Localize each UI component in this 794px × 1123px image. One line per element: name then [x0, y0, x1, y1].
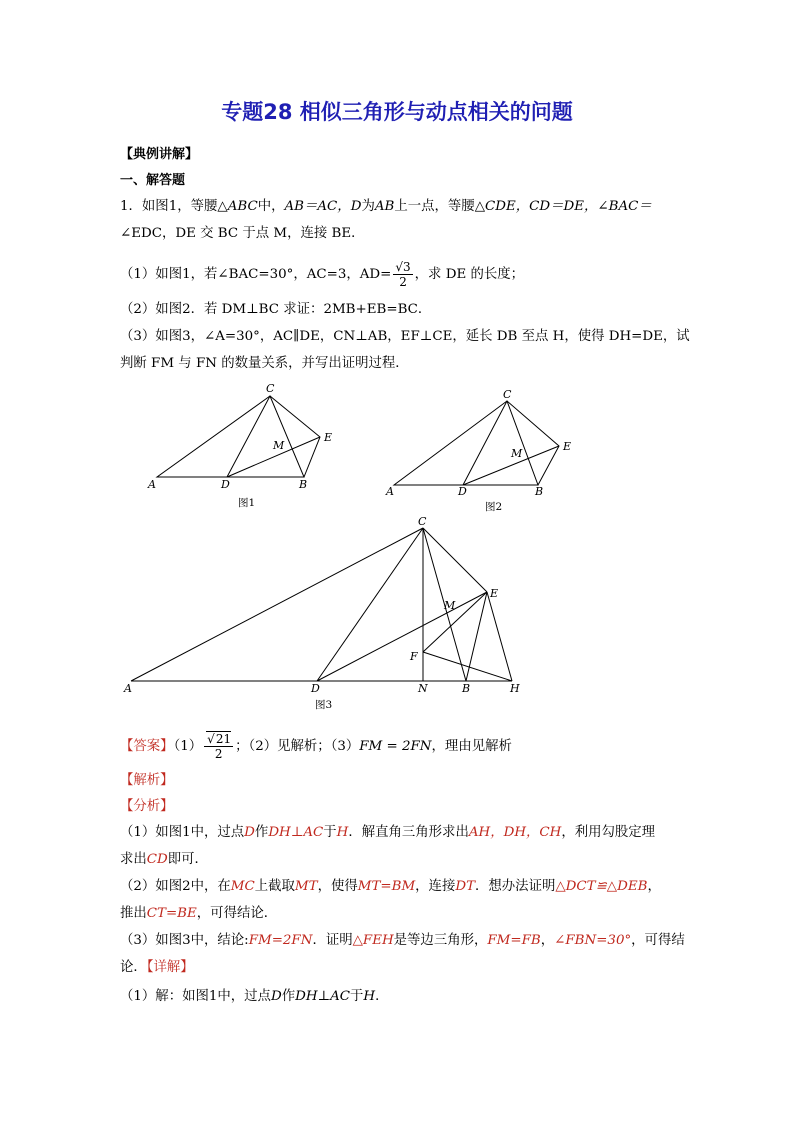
text: ，求 DE 的长度； [414, 267, 525, 282]
fraction [204, 732, 233, 761]
text: 于 [350, 989, 364, 1004]
label-D: D [311, 682, 320, 695]
numerator [204, 732, 233, 747]
label-E: E [324, 431, 333, 444]
text: AB [374, 199, 395, 214]
analysis-label: 【解析】 [120, 773, 174, 788]
text: 求出 [120, 852, 147, 867]
sqrt-icon: √ [207, 732, 215, 746]
answer-line [120, 732, 512, 761]
text: AB＝AC，D [284, 199, 362, 214]
text: ，连接 [415, 879, 456, 894]
text: （1） [173, 739, 203, 754]
figure-1-caption: 图1 [238, 497, 256, 509]
text: ， [647, 879, 661, 894]
label-D: D [221, 478, 230, 491]
text: ，利用勾股定理 [561, 825, 656, 840]
text: △CDE，CD＝DE，∠BAC＝ [474, 199, 652, 214]
text: MC [230, 879, 255, 894]
text: ，可得结 [631, 933, 685, 948]
text: H [336, 825, 349, 840]
analysis-3-line-2 [120, 959, 194, 977]
text: DH⊥AC [295, 989, 351, 1004]
denominator: 2 [399, 275, 407, 289]
label-M: M [444, 599, 456, 612]
text: DT [455, 879, 476, 894]
fraction [393, 260, 412, 289]
text: FM=FB [487, 933, 541, 948]
text: 推出 [120, 906, 147, 921]
problem-line-1 [120, 198, 652, 216]
label-E: E [490, 587, 499, 600]
problem-line-2: ∠EDC，DE 交 BC 于点 M，连接 BE． [120, 226, 365, 241]
text: ．证明 [312, 933, 353, 948]
text: ，可得结论． [196, 906, 278, 921]
question-3-line-1: （3）如图3，∠A=30°，AC∥DE，CN⊥AB，EF⊥CE，延长 DB 至点 H，使得 DH=DE，试 [120, 329, 690, 344]
text: 作 [254, 825, 269, 840]
text: ． [375, 989, 389, 1004]
text: ．解直角三角形求出 [348, 825, 469, 840]
denominator: 2 [214, 747, 223, 761]
label-C: C [503, 388, 512, 401]
radicand: 21 [215, 732, 232, 746]
analysis-1-line-2 [120, 851, 208, 869]
label-N: N [418, 682, 428, 695]
text: DH⊥AC [268, 825, 324, 840]
label-C: C [418, 515, 427, 528]
analysis-3-line-1 [120, 932, 685, 950]
label-H: H [510, 682, 520, 695]
label-A: A [124, 682, 132, 695]
text: 为 [361, 199, 375, 214]
figure-2-caption: 图2 [485, 501, 503, 513]
text: △FEH [352, 933, 394, 948]
text: MT=BM [357, 879, 416, 894]
label-B: B [462, 682, 471, 695]
text: （2）如图2中，在 [120, 879, 231, 894]
text: （1）解：如图1中，过点 [120, 989, 271, 1004]
text: 中， [257, 199, 285, 214]
text: 作 [281, 989, 296, 1004]
figure-1 [157, 396, 320, 477]
text: ∠FBN=30° [554, 933, 632, 948]
figure-2-labels [385, 388, 571, 513]
text: （3）如图3中，结论: [120, 933, 249, 948]
text: 即可． [167, 852, 208, 867]
text: AH，DH，CH [468, 825, 562, 840]
question-3-line-2: 判断 FM 与 FN 的数量关系，并写出证明过程． [120, 356, 409, 371]
analysis-2-line-1 [120, 878, 661, 896]
text: 上截取 [254, 879, 295, 894]
label-A: A [148, 478, 156, 491]
label-M: M [273, 439, 285, 452]
label-B: B [299, 478, 308, 491]
label-A: A [386, 485, 394, 498]
text: ， [540, 933, 555, 948]
geometry-figures [0, 380, 794, 720]
text: D [244, 825, 255, 840]
label-F: F [410, 650, 418, 663]
label-M: M [511, 447, 523, 460]
page-title: 专题28 相似三角形与动点相关的问题 [221, 100, 573, 124]
text: 上一点，等腰 [394, 199, 475, 214]
answer-label: 【答案】 [120, 739, 174, 754]
analysis-1-line-1 [120, 824, 655, 842]
text: ．想办法证明 [475, 879, 556, 894]
text: ，理由见解析 [431, 739, 512, 754]
fenxi-label: 【分析】 [120, 799, 174, 814]
text: ，使得 [317, 879, 358, 894]
text: 论． [120, 960, 147, 975]
text: 是等边三角形， [393, 933, 488, 948]
label-E: E [563, 440, 572, 453]
text: ；（2）见解析；（3） [235, 739, 360, 754]
label-C: C [266, 382, 275, 395]
text: H [363, 989, 376, 1004]
text: CT=BE [146, 906, 197, 921]
text: FM=2FN [248, 933, 313, 948]
numerator: √3 [395, 260, 411, 274]
label-B: B [535, 485, 544, 498]
question-1 [120, 260, 524, 289]
text: （1）如图1中，过点 [120, 825, 245, 840]
text: FM = 2FN [359, 739, 432, 754]
figure-3-labels [123, 515, 520, 711]
detail-1-line-1 [120, 988, 389, 1006]
text: 于 [323, 825, 337, 840]
analysis-2-line-2 [120, 905, 277, 923]
text: 1．如图1，等腰 [120, 199, 218, 214]
text: △ABC [217, 199, 258, 214]
label-D: D [458, 485, 467, 498]
text: （1）如图1，若∠BAC=30°，AC=3，AD= [120, 267, 392, 282]
text: △DCT≌△DEB [555, 879, 648, 894]
figure-3-caption: 图3 [315, 699, 333, 711]
detail-label: 【详解】 [146, 960, 194, 975]
text: MT [294, 879, 318, 894]
question-2: （2）如图2．若 DM⊥BC 求证：2MB+EB=BC． [120, 302, 432, 317]
figure-1-labels [147, 382, 332, 509]
sub-header: 一、解答题 [120, 173, 186, 188]
text: D [270, 989, 282, 1004]
section-header: 【典例讲解】 [120, 147, 199, 162]
text: CD [146, 852, 168, 867]
figure-2 [394, 401, 559, 485]
